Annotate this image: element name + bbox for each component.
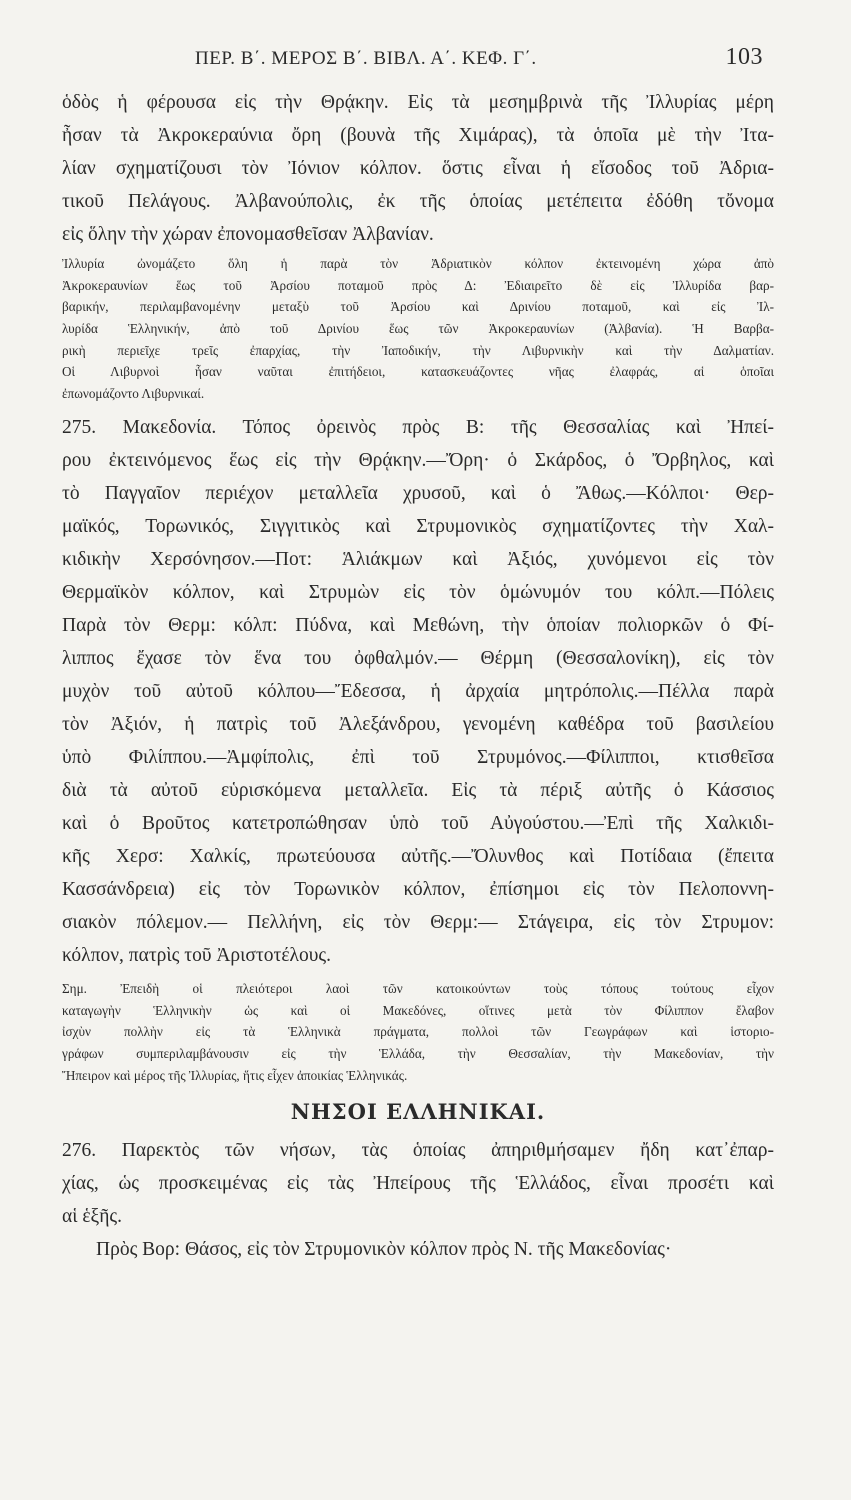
text-line: τὸν Ἀξιόν, ἡ πατρὶς τοῦ Ἀλεξάνδρου, γενομένη καθέδρα τοῦ βασιλείου — [62, 713, 774, 735]
text-line: τικοῦ Πελάγους. Ἀλβανούπολις, ἐκ τῆς ὁποίας μετέπειτα ἐδόθη τὄνομα — [62, 191, 774, 212]
note-line: Σημ. Ἐπειδὴ οἱ πλειότεροι λαοὶ τῶν κατοικούντων τοὺς τόπους τούτους εἶχον — [62, 980, 774, 996]
paragraph-276-islands — [62, 1134, 774, 1233]
note-line: ἰσχὺν πολλὴν εἰς τὰ Ἑλληνικὰ πράγματα, πολλοὶ τῶν Γεωγράφων καὶ ἱστοριο- — [62, 1024, 774, 1040]
text-line: κιδικὴν Χερσόνησον.—Ποτ: Ἁλιάκμων καὶ Ἀξιός, χυνόμενοι εἰς τὸν — [62, 548, 774, 570]
text-line: χίας, ὡς προσκειμένας εἰς τὰς Ἠπείρους τῆς Ἑλλάδος, εἶναι προσέτι καὶ — [62, 1173, 774, 1195]
page-body — [62, 86, 774, 1266]
note-line: καταγωγὴν Ἑλληνικὴν ὡς καὶ οἱ Μακεδόνες, οἵτινες μετὰ τὸν Φίλιππον ἔλαβον — [62, 1002, 774, 1018]
text-line: διὰ τὰ αὐτοῦ εὑρισκόμενα μεταλλεῖα. Εἰς τὰ πέριξ αὐτῆς ὁ Κάσσιος — [62, 779, 774, 801]
note-illyria — [62, 253, 774, 405]
text-line: ὑπὸ Φιλίππου.—Ἀμφίπολις, ἐπὶ τοῦ Στρυμόνος.—Φίλιπποι, κτισθεῖσα — [62, 746, 774, 768]
text-line: καὶ ὁ Βροῦτος κατετροπώθησαν ὑπὸ τοῦ Αὐγούστου.—Ἐπὶ τῆς Χαλκιδι- — [62, 812, 774, 834]
text-line: Πρὸς Βορ: Θάσος, εἰς τὸν Στρυμονικὸν κόλπον πρὸς Ν. τῆς Μακεδονίας· — [96, 1239, 672, 1261]
text-line: λιππος ἔχασε τὸν ἕνα του ὀφθαλμόν.— Θέρμη (Θεσσαλονίκη), εἰς τὸν — [62, 647, 774, 669]
paragraph-275-macedonia — [62, 411, 774, 972]
note-line: βαρικήν, περιλαμβανομένην μεταξὺ τοῦ Ἀρσίου καὶ Δρινίου ποταμοῦ, καὶ εἰς Ἰλ- — [62, 299, 774, 315]
note-macedonia — [62, 978, 774, 1086]
text-line: εἰς ὅλην τὴν χώραν ἐπονομασθεῖσαν Ἀλβανίαν. — [62, 224, 434, 245]
text-line: αἱ ἑξῆς. — [62, 1206, 123, 1228]
note-line: Ἤπειρον καὶ μέρος τῆς Ἰλλυρίας, ἥτις εἶχεν ἀποικίας Ἑλληνικάς. — [62, 1067, 408, 1083]
note-line: Οἱ Λιβυρνοὶ ἦσαν ναῦται ἐπιτήδειοι, κατασκευάζοντες νῆας ἐλαφράς, αἱ ὁποῖαι — [62, 364, 774, 380]
text-line: λίαν σχηματίζουσι τὸν Ἰόνιον κόλπον. ὅστις εἶναι ἡ εἴσοδος τοῦ Ἀδρια- — [62, 158, 774, 179]
page-number: 103 — [725, 44, 763, 70]
text-line: ὁδὸς ἡ φέρουσα εἰς τὴν Θρᾴκην. Εἰς τὰ μεσημβρινὰ τῆς Ἰλλυρίας μέρη — [62, 92, 774, 113]
paragraph-illyria — [62, 86, 774, 251]
text-line: 276. Παρεκτὸς τῶν νήσων, τὰς ὁποίας ἀπηριθμήσαμεν ἤδη κατ᾽ἐπαρ- — [62, 1140, 774, 1162]
note-line: Ἀκροκεραυνίων ἕως τοῦ Ἀρσίου ποταμοῦ πρὸς Δ: Ἐδιαιρεῖτο δὲ εἰς Ἰλλυρίδα βαρ- — [62, 277, 774, 293]
text-line: Θερμαϊκὸν κόλπον, καὶ Στρυμὼν εἰς τὸν ὁμώνυμόν του κόλπ.—Πόλεις — [62, 581, 774, 603]
text-line: τὸ Παγγαῖον περιέχον μεταλλεῖα χρυσοῦ, καὶ ὁ Ἄθως.—Κόλποι· Θερ- — [62, 482, 774, 504]
text-line: μυχὸν τοῦ αὐτοῦ κόλπου—Ἔδεσσα, ἡ ἀρχαία μητρόπολις.—Πέλλα παρὰ — [62, 680, 774, 702]
running-title: ΠΕΡ. Β΄. ΜΕΡΟΣ Β΄. ΒΙΒΛ. Α΄. ΚΕΦ. Γ΄. — [195, 48, 537, 69]
text-line: Παρὰ τὸν Θερμ: κόλπ: Πύδνα, καὶ Μεθώνη, τὴν ὁποίαν πολιορκῶν ὁ Φί- — [62, 614, 774, 636]
text-line: κῆς Χερσ: Χαλκίς, πρωτεύουσα αὐτῆς.—Ὄλυνθος καὶ Ποτίδαια (ἔπειτα — [62, 845, 774, 867]
note-line: λυρίδα Ἑλληνικήν, ἀπὸ τοῦ Δρινίου ἕως τῶν Ἀκροκεραυνίων (Ἀλβανία). Ἡ Βαρβα- — [62, 321, 774, 337]
text-line: 275. Μακεδονία. Τόπος ὀρεινὸς πρὸς Β: τῆς Θεσσαλίας καὶ Ἠπεί- — [62, 416, 774, 438]
paragraph-north-islands — [62, 1233, 774, 1266]
text-line: σιακὸν πόλεμον.— Πελλήνη, εἰς τὸν Θερμ:— Στάγειρα, εἰς τὸν Στρυμον: — [62, 911, 774, 933]
text-line: κόλπον, πατρὶς τοῦ Ἀριστοτέλους. — [62, 944, 331, 966]
note-line: γράφων συμπεριλαμβάνουσιν εἰς τὴν Ἑλλάδα, τὴν Θεσσαλίαν, τὴν Μακεδονίαν, τὴν — [62, 1045, 774, 1061]
section-title: ΝΗΣΟΙ ΕΛΛΗΝΙΚΑΙ. — [290, 1099, 546, 1125]
text-line: ἦσαν τὰ Ἀκροκεραύνια ὄρη (βουνὰ τῆς Χιμάρας), τὰ ὁποῖα μὲ τὴν Ἰτα- — [62, 125, 774, 146]
note-line: ἐπωνομάζοντο Λιβυρνικαί. — [62, 386, 205, 402]
text-line: Κασσάνδρεια) εἰς τὸν Τορωνικὸν κόλπον, ἐπίσημοι εἰς τὸν Πελοποννη- — [62, 878, 774, 900]
note-line: ρικὴ περιεῖχε τρεῖς ἐπαρχίας, τὴν Ἰαποδικήν, τὴν Λιβυρνικὴν καὶ τὴν Δαλματίαν. — [62, 342, 774, 358]
text-line: μαϊκός, Τορωνικός, Σιγγιτικὸς καὶ Στρυμονικὸς σχηματίζοντες τὴν Χαλ- — [62, 515, 774, 537]
note-line: Ἰλλυρία ὠνομάζετο ὅλη ἡ παρὰ τὸν Ἀδριατικὸν κόλπον ἐκτεινομένη χώρα ἀπὸ — [62, 256, 774, 271]
page-header — [195, 44, 775, 70]
text-line: ρου ἐκτεινόμενος ἕως εἰς τὴν Θρᾴκην.—Ὄρη· ὁ Σκάρδος, ὁ Ὄρβηλος, καὶ — [62, 449, 774, 471]
